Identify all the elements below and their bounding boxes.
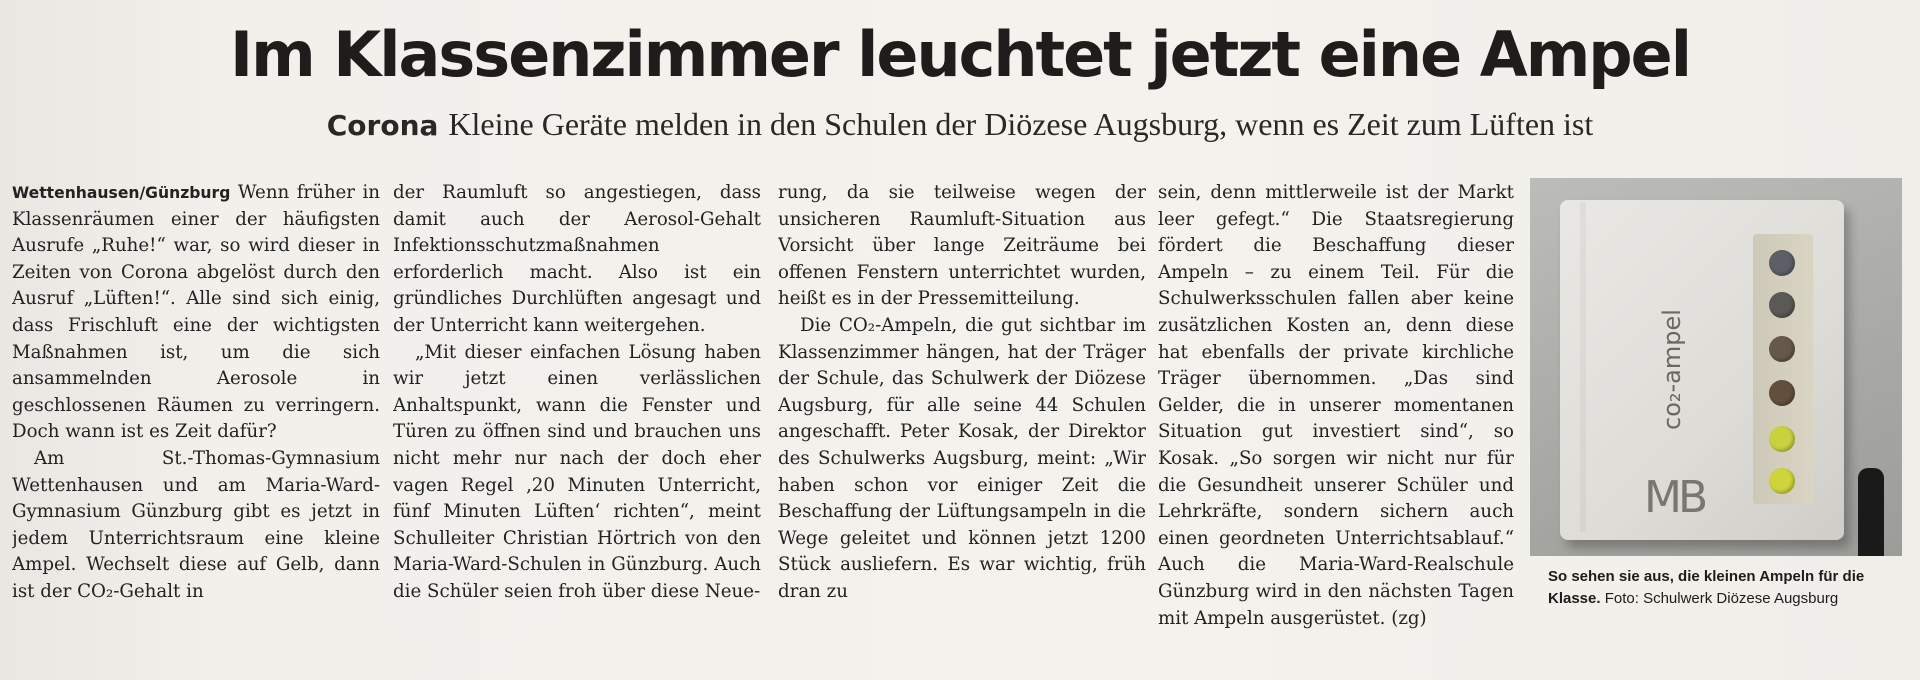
subheadline-row	[0, 106, 1920, 143]
mb-logo: MB	[1644, 472, 1705, 523]
device-brand-label: co₂-ampel	[1658, 309, 1686, 430]
traffic-light-strip	[1753, 234, 1813, 504]
paragraph-text: Wenn früher in Klassenräumen einer der häufigsten Ausrufe „Ruhe!“ war, so wird dieser in Zeiten von Corona abgelöst durch den Ausruf „Lüften!“. Alle sind sich einig, dass Frischluft eine der wichtigsten Maßnahmen ist, um die sich ansammelnden Aerosole in geschlossenen Räumen zu verringern. Doch wann ist es Zeit dafür?	[12, 182, 380, 443]
co2-ampel-device	[1560, 200, 1844, 540]
lamp	[1769, 380, 1795, 406]
headline: Im Klassenzimmer leuchtet jetzt eine Ampel	[230, 18, 1690, 91]
paragraph: rung, da sie teilweise wegen der unsicheren Raumluft-Situation aus Vorsicht über lange Zeiträume bei offenen Fenstern unterrichtet wurden, heißt es in der Pressemitteilung.	[778, 182, 1146, 310]
paragraph: Die CO₂-Ampeln, die gut sichtbar im Klassenzimmer hängen, hat der Träger der Schule, das Schulwerk der Diözese Augsburg, für alle seine 44 Schulen angeschafft. Peter Kosak, der Direktor des Schulwerks Augsburg, meint: „Wir haben schon vor einiger Zeit die Beschaffung der Lüftungsampeln in die Wege geleitet und können jetzt 1200 Stück ausliefern. Es war wichtig, früh dran zu	[778, 314, 1146, 602]
caption-text: So sehen sie aus, die kleinen Ampeln für die Klasse.	[1548, 568, 1865, 607]
paragraph: sein, denn mittlerweile ist der Markt leer gefegt.“ Die Staatsregierung fördert die Beschaffung dieser Ampeln – zu einem Teil. Für die Schulwerksschulen fallen aber keine zusätzlichen Kosten an, denn diese hat ebenfalls der private kirchliche Träger übernommen. „Das sind Gelder, die in unserer momentanen Situation gut investiert sind“, so Kosak. „So sorgen wir nicht nur für die Gesundheit unserer Schüler und Lehrkräfte, sondern sichern auch einen geordneten Unterrichtsablauf.“ Auch die Maria-Ward-Realschule Günzburg wird in den nächsten Tagen mit Ampeln ausgerüstet. (zg)	[1158, 182, 1514, 629]
lamp	[1769, 468, 1795, 494]
text-column-3	[778, 180, 1146, 640]
power-cable	[1858, 468, 1884, 556]
text-column-4	[1158, 180, 1514, 640]
dateline: Wettenhausen/Günzburg	[12, 184, 231, 202]
kicker: Corona	[326, 109, 439, 142]
subheadline: Kleine Geräte melden in den Schulen der Diözese Augsburg, wenn es Zeit zum Lüften ist	[448, 106, 1594, 142]
photo-caption	[1548, 566, 1908, 610]
text-column-2	[393, 180, 761, 640]
lamp	[1769, 336, 1795, 362]
photo-credit: Foto: Schulwerk Diözese Augsburg	[1604, 590, 1839, 607]
paragraph: Am St.-Thomas-Gymnasium Wettenhausen und am Maria-Ward-Gymnasium Günzburg gibt es jetzt in jedem Unterrichtsraum eine kleine Ampel. Wechselt diese auf Gelb, dann ist der CO₂-Gehalt in	[12, 447, 380, 602]
co2-ampel-photo	[1530, 178, 1902, 556]
paragraph: „Mit dieser einfachen Lösung haben wir jetzt einen verlässlichen Anhaltspunkt, wann die Fenster und Türen zu öffnen sind und brauchen uns nicht mehr nur nach der doch eher vagen Regel ‚20 Minuten Unterricht, fünf Minuten Lüften‘ richten“, meint Schulleiter Christian Hörtrich von den Maria-Ward-Schulen in Günzburg. Auch die Schüler seien froh über diese Neue-	[393, 341, 761, 602]
device-edge	[1580, 202, 1586, 532]
paragraph: der Raumluft so angestiegen, dass damit auch der Aerosol-Gehalt Infektionsschutzmaßnahmen erforderlich macht. Also ist ein gründliches Durchlüften angesagt und der Unterricht kann weitergehen.	[393, 182, 761, 336]
text-column-1	[12, 180, 380, 640]
lamp	[1769, 250, 1795, 276]
lamp	[1769, 292, 1795, 318]
paragraph	[12, 180, 380, 446]
lamp	[1769, 426, 1795, 452]
